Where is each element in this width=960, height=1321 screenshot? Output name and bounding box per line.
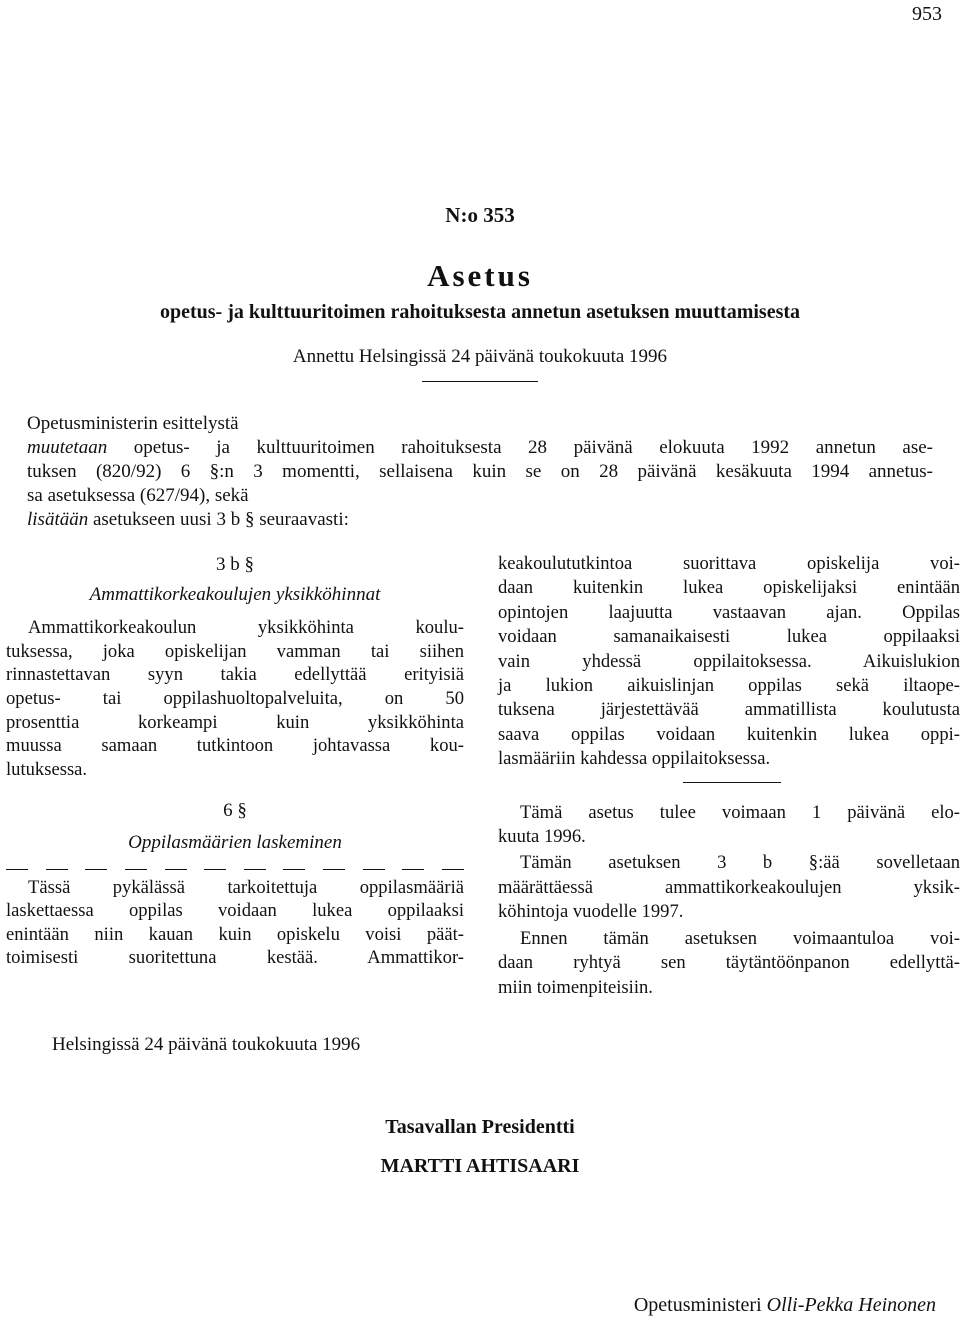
president-title: Tasavallan Presidentti: [385, 1116, 575, 1138]
header-divider: [422, 381, 538, 382]
add-line: [27, 508, 933, 532]
section-6-line: laskettaessa oppilas voidaan lukea oppilaaksi: [6, 900, 464, 922]
provision-line: kuuta 1996.: [498, 826, 586, 848]
section-3b-line: rinnastettavan syyn takia edellyttää erityisiä: [6, 664, 464, 686]
section-6-cont-line: keakoulututkintoa suorittava opiskelija voi-: [498, 553, 960, 574]
section-6-line: enintään niin kauan kuin opiskelu voisi päät-: [6, 923, 464, 945]
section-6-cont-line: voidaan samanaikaisesti lukea oppilaaksi: [498, 626, 960, 648]
section-6-cont-line: tuksena järjestettävää ammatillista koulutusta: [498, 699, 960, 721]
president-name: MARTTI AHTISAARI: [380, 1155, 580, 1177]
signing-date: Helsingissä 24 päivänä toukokuuta 1996: [52, 1034, 361, 1055]
section-6-cont-line: saava oppilas voidaan kuitenkin lukea oppi-: [498, 723, 960, 745]
section-3b-line: Ammattikorkeakoulun yksikköhinta koulu-: [28, 617, 464, 639]
add-lead: lisätään: [27, 509, 89, 530]
minister-name: Olli-Pekka Heinonen: [766, 1294, 936, 1316]
provision-line: määrättäessä ammattikorkeakoulujen yksik-: [498, 876, 960, 898]
provision-line: miin toimenpiteisiin.: [498, 976, 653, 998]
provision-line: köhintoja vuodelle 1997.: [498, 901, 684, 923]
section-3b-line: lutuksessa.: [6, 758, 88, 780]
section-6-cont-line: opintojen laajuutta vastaavan ajan. Oppilas: [498, 601, 960, 623]
statute-number: N:o 353: [445, 203, 515, 227]
section-6-cont-line: vain yhdessä oppilaitoksessa. Aikuislukion: [498, 650, 960, 672]
provision-line: Tämä asetus tulee voimaan 1 päivänä elo-: [520, 801, 960, 823]
section-6-cont-line: lasmääriin kahdessa oppilaitoksessa.: [498, 748, 771, 770]
section-6-line: toimisesti suoritettuna kestää. Ammattikor-: [6, 947, 464, 969]
amend-text-1: opetus- ja kulttuuritoimen rahoituksesta 28 päivänä elokuuta 1992 annetun ase-: [107, 437, 933, 458]
document-title: Asetus: [427, 258, 533, 293]
section-3b-line: opetus- tai oppilashuoltopalveluita, on 50: [6, 687, 464, 709]
section-3b-line: tuksessa, joka opiskelijan vamman tai siihen: [6, 640, 464, 662]
intro-paragraph: [27, 412, 933, 532]
given-date: Annettu Helsingissä 24 päivänä toukokuuta 1996: [292, 346, 668, 367]
add-text: asetukseen uusi 3 b § seuraavasti:: [88, 509, 349, 530]
section-6-body: [6, 876, 464, 970]
section-6-cont-line: ja lukion aikuislinjan oppilas sekä iltaope-: [498, 675, 960, 697]
section-3b-line: muussa samaan tutkintoon johtavassa kou-: [6, 735, 464, 757]
entry-into-force: [498, 801, 960, 850]
section-3b-line: prosenttia korkeampi kuin yksikköhinta: [6, 711, 464, 733]
provision-line: Tämän asetuksen 3 b §:ää sovelletaan: [520, 852, 960, 874]
implementation-provision: [498, 927, 960, 1000]
section-6-cont-line: daan kuitenkin lukea opiskelijaksi enintään: [498, 577, 960, 599]
section-3b-body: [6, 616, 464, 781]
provision-line: daan ryhtyä sen täytäntöönpanon edellyttä-: [498, 952, 960, 974]
right-column: [498, 552, 960, 1000]
page-number: 953: [912, 3, 942, 25]
amend-line-1: [27, 436, 933, 460]
provisions-divider: [683, 782, 781, 783]
amend-line-3: sa asetuksessa (627/94), sekä: [27, 485, 249, 506]
amend-line-2: tuksen (820/92) 6 §:n 3 momentti, sellaisena kuin se on 28 päivänä kesäkuuta 1994 annetus-: [27, 461, 933, 482]
minister-title: Opetusministeri: [633, 1294, 767, 1316]
left-column: [6, 553, 464, 970]
presenter-line: Opetusministerin esittelystä: [27, 413, 239, 434]
minister-signature: [634, 1294, 936, 1317]
omission-dashes: [6, 869, 464, 870]
section-6-continued: [498, 552, 960, 772]
provision-line: Ennen tämän asetuksen voimaantuloa voi-: [520, 927, 960, 949]
section-3b-number: 3 b §: [216, 554, 254, 575]
section-6-title: Oppilasmäärien laskeminen: [128, 831, 342, 853]
section-6-number: 6 §: [223, 800, 247, 822]
section-3b-title: Ammattikorkeakoulujen yksikköhinnat: [89, 583, 381, 605]
amend-lead: muutetaan: [27, 437, 108, 458]
section-6-line: Tässä pykälässä tarkoitettuja oppilasmääriä: [28, 876, 464, 898]
application-provision: [498, 851, 960, 924]
document-subtitle: opetus- ja kulttuuritoimen rahoituksesta annetun asetuksen muuttamisesta: [159, 301, 801, 323]
